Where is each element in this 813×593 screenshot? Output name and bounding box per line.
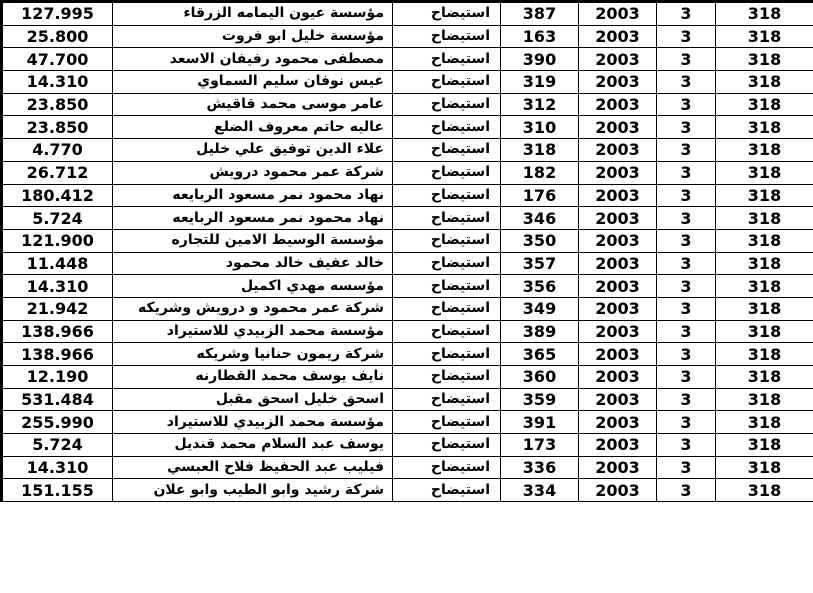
table-row bbox=[3, 161, 813, 184]
year-cell: 2003 bbox=[579, 48, 657, 71]
ref-cell: 318 bbox=[716, 229, 813, 252]
type-cell: استيضاح bbox=[393, 388, 501, 411]
ref-cell: 318 bbox=[716, 161, 813, 184]
code-cell: 3 bbox=[657, 252, 716, 275]
table-row bbox=[3, 275, 813, 298]
name-cell: يوسف عبد السلام محمد قنديل bbox=[113, 434, 393, 457]
number-cell: 163 bbox=[501, 25, 579, 48]
year-cell: 2003 bbox=[579, 116, 657, 139]
year-cell: 2003 bbox=[579, 297, 657, 320]
number-cell: 349 bbox=[501, 297, 579, 320]
table-row bbox=[3, 252, 813, 275]
name-cell: عامر موسى محمد قاقيش bbox=[113, 93, 393, 116]
number-cell: 391 bbox=[501, 411, 579, 434]
number-cell: 365 bbox=[501, 343, 579, 366]
name-cell: شركة رشيد وابو الطيب وابو علان bbox=[113, 479, 393, 502]
name-cell: مؤسسه مهدي اكميل bbox=[113, 275, 393, 298]
amount-cell: 138.966 bbox=[3, 320, 113, 343]
number-cell: 334 bbox=[501, 479, 579, 502]
ref-cell: 318 bbox=[716, 411, 813, 434]
number-cell: 310 bbox=[501, 116, 579, 139]
ref-cell: 318 bbox=[716, 366, 813, 389]
amount-cell: 5.724 bbox=[3, 207, 113, 230]
number-cell: 357 bbox=[501, 252, 579, 275]
year-cell: 2003 bbox=[579, 456, 657, 479]
amount-cell: 531.484 bbox=[3, 388, 113, 411]
number-cell: 387 bbox=[501, 3, 579, 26]
number-cell: 336 bbox=[501, 456, 579, 479]
type-cell: استيضاح bbox=[393, 479, 501, 502]
type-cell: استيضاح bbox=[393, 48, 501, 71]
name-cell: مؤسسة عيون اليمامه الزرقاء bbox=[113, 3, 393, 26]
amount-cell: 4.770 bbox=[3, 139, 113, 162]
table-row bbox=[3, 411, 813, 434]
ref-cell: 318 bbox=[716, 48, 813, 71]
table-body bbox=[3, 3, 813, 502]
name-cell: مصطفى محمود رفيفان الاسعد bbox=[113, 48, 393, 71]
amount-cell: 151.155 bbox=[3, 479, 113, 502]
name-cell: علاء الدين توفيق علي خليل bbox=[113, 139, 393, 162]
type-cell: استيضاح bbox=[393, 275, 501, 298]
type-cell: استيضاح bbox=[393, 116, 501, 139]
table-row bbox=[3, 116, 813, 139]
number-cell: 319 bbox=[501, 71, 579, 94]
name-cell: مؤسسة محمد الزبيدي للاستيراد bbox=[113, 320, 393, 343]
amount-cell: 23.850 bbox=[3, 93, 113, 116]
table-row bbox=[3, 3, 813, 26]
ref-cell: 318 bbox=[716, 116, 813, 139]
table-row bbox=[3, 479, 813, 502]
type-cell: استيضاح bbox=[393, 366, 501, 389]
code-cell: 3 bbox=[657, 3, 716, 26]
name-cell: عاليه حاتم معروف الضلع bbox=[113, 116, 393, 139]
name-cell: شركة ريمون حنانيا وشريكه bbox=[113, 343, 393, 366]
name-cell: نهاد محمود نمر مسعود الربايعه bbox=[113, 207, 393, 230]
amount-cell: 26.712 bbox=[3, 161, 113, 184]
number-cell: 176 bbox=[501, 184, 579, 207]
table-row bbox=[3, 388, 813, 411]
table-row bbox=[3, 25, 813, 48]
ref-cell: 318 bbox=[716, 3, 813, 26]
name-cell: شركة عمر محمود درويش bbox=[113, 161, 393, 184]
year-cell: 2003 bbox=[579, 434, 657, 457]
year-cell: 2003 bbox=[579, 71, 657, 94]
year-cell: 2003 bbox=[579, 93, 657, 116]
type-cell: استيضاح bbox=[393, 320, 501, 343]
code-cell: 3 bbox=[657, 434, 716, 457]
name-cell: شركة عمر محمود و درويش وشريكه bbox=[113, 297, 393, 320]
ref-cell: 318 bbox=[716, 434, 813, 457]
amount-cell: 5.724 bbox=[3, 434, 113, 457]
ref-cell: 318 bbox=[716, 343, 813, 366]
ref-cell: 318 bbox=[716, 93, 813, 116]
name-cell: نهاد محمود نمر مسعود الربايعه bbox=[113, 184, 393, 207]
code-cell: 3 bbox=[657, 25, 716, 48]
code-cell: 3 bbox=[657, 184, 716, 207]
number-cell: 356 bbox=[501, 275, 579, 298]
amount-cell: 121.900 bbox=[3, 229, 113, 252]
year-cell: 2003 bbox=[579, 388, 657, 411]
code-cell: 3 bbox=[657, 48, 716, 71]
name-cell: مؤسسة الوسيط الامين للتجاره bbox=[113, 229, 393, 252]
table-row bbox=[3, 229, 813, 252]
code-cell: 3 bbox=[657, 207, 716, 230]
name-cell: مؤسسة محمد الزبيدي للاستيراد bbox=[113, 411, 393, 434]
code-cell: 3 bbox=[657, 161, 716, 184]
year-cell: 2003 bbox=[579, 343, 657, 366]
amount-cell: 21.942 bbox=[3, 297, 113, 320]
type-cell: استيضاح bbox=[393, 184, 501, 207]
ref-cell: 318 bbox=[716, 71, 813, 94]
number-cell: 173 bbox=[501, 434, 579, 457]
amount-cell: 14.310 bbox=[3, 71, 113, 94]
type-cell: استيضاح bbox=[393, 3, 501, 26]
code-cell: 3 bbox=[657, 388, 716, 411]
table-row bbox=[3, 48, 813, 71]
table-row bbox=[3, 456, 813, 479]
code-cell: 3 bbox=[657, 297, 716, 320]
amount-cell: 25.800 bbox=[3, 25, 113, 48]
table-row bbox=[3, 320, 813, 343]
name-cell: مؤسسة خليل ابو فروت bbox=[113, 25, 393, 48]
name-cell: عيس نوفان سليم السماوي bbox=[113, 71, 393, 94]
type-cell: استيضاح bbox=[393, 297, 501, 320]
year-cell: 2003 bbox=[579, 207, 657, 230]
number-cell: 389 bbox=[501, 320, 579, 343]
name-cell: نايف يوسف محمد القطارنه bbox=[113, 366, 393, 389]
ref-cell: 318 bbox=[716, 252, 813, 275]
code-cell: 3 bbox=[657, 71, 716, 94]
code-cell: 3 bbox=[657, 411, 716, 434]
ref-cell: 318 bbox=[716, 456, 813, 479]
table-row bbox=[3, 434, 813, 457]
ref-cell: 318 bbox=[716, 25, 813, 48]
table-row bbox=[3, 207, 813, 230]
records-table bbox=[2, 2, 813, 502]
year-cell: 2003 bbox=[579, 252, 657, 275]
amount-cell: 12.190 bbox=[3, 366, 113, 389]
type-cell: استيضاح bbox=[393, 71, 501, 94]
ref-cell: 318 bbox=[716, 320, 813, 343]
type-cell: استيضاح bbox=[393, 93, 501, 116]
year-cell: 2003 bbox=[579, 184, 657, 207]
code-cell: 3 bbox=[657, 275, 716, 298]
ref-cell: 318 bbox=[716, 207, 813, 230]
number-cell: 346 bbox=[501, 207, 579, 230]
amount-cell: 255.990 bbox=[3, 411, 113, 434]
table-row bbox=[3, 184, 813, 207]
number-cell: 350 bbox=[501, 229, 579, 252]
number-cell: 312 bbox=[501, 93, 579, 116]
year-cell: 2003 bbox=[579, 3, 657, 26]
code-cell: 3 bbox=[657, 343, 716, 366]
type-cell: استيضاح bbox=[393, 229, 501, 252]
name-cell: خالد عفيف خالد محمود bbox=[113, 252, 393, 275]
type-cell: استيضاح bbox=[393, 411, 501, 434]
ref-cell: 318 bbox=[716, 184, 813, 207]
code-cell: 3 bbox=[657, 366, 716, 389]
number-cell: 318 bbox=[501, 139, 579, 162]
amount-cell: 14.310 bbox=[3, 275, 113, 298]
table-row bbox=[3, 343, 813, 366]
code-cell: 3 bbox=[657, 139, 716, 162]
amount-cell: 138.966 bbox=[3, 343, 113, 366]
type-cell: استيضاح bbox=[393, 161, 501, 184]
year-cell: 2003 bbox=[579, 366, 657, 389]
code-cell: 3 bbox=[657, 456, 716, 479]
year-cell: 2003 bbox=[579, 479, 657, 502]
year-cell: 2003 bbox=[579, 161, 657, 184]
ref-cell: 318 bbox=[716, 388, 813, 411]
number-cell: 182 bbox=[501, 161, 579, 184]
ref-cell: 318 bbox=[716, 479, 813, 502]
code-cell: 3 bbox=[657, 320, 716, 343]
type-cell: استيضاح bbox=[393, 434, 501, 457]
table-row bbox=[3, 139, 813, 162]
code-cell: 3 bbox=[657, 116, 716, 139]
type-cell: استيضاح bbox=[393, 343, 501, 366]
table-row bbox=[3, 366, 813, 389]
amount-cell: 11.448 bbox=[3, 252, 113, 275]
table-row bbox=[3, 297, 813, 320]
table-row bbox=[3, 93, 813, 116]
table-row bbox=[3, 71, 813, 94]
ref-cell: 318 bbox=[716, 275, 813, 298]
year-cell: 2003 bbox=[579, 320, 657, 343]
year-cell: 2003 bbox=[579, 411, 657, 434]
amount-cell: 127.995 bbox=[3, 3, 113, 26]
ref-cell: 318 bbox=[716, 139, 813, 162]
code-cell: 3 bbox=[657, 479, 716, 502]
name-cell: اسحق خليل اسحق مقبل bbox=[113, 388, 393, 411]
amount-cell: 14.310 bbox=[3, 456, 113, 479]
type-cell: استيضاح bbox=[393, 252, 501, 275]
type-cell: استيضاح bbox=[393, 456, 501, 479]
number-cell: 359 bbox=[501, 388, 579, 411]
type-cell: استيضاح bbox=[393, 139, 501, 162]
number-cell: 390 bbox=[501, 48, 579, 71]
name-cell: فيليب عبد الحفيظ فلاح العبسي bbox=[113, 456, 393, 479]
type-cell: استيضاح bbox=[393, 207, 501, 230]
type-cell: استيضاح bbox=[393, 25, 501, 48]
ref-cell: 318 bbox=[716, 297, 813, 320]
year-cell: 2003 bbox=[579, 275, 657, 298]
number-cell: 360 bbox=[501, 366, 579, 389]
code-cell: 3 bbox=[657, 93, 716, 116]
year-cell: 2003 bbox=[579, 229, 657, 252]
amount-cell: 23.850 bbox=[3, 116, 113, 139]
amount-cell: 47.700 bbox=[3, 48, 113, 71]
code-cell: 3 bbox=[657, 229, 716, 252]
amount-cell: 180.412 bbox=[3, 184, 113, 207]
year-cell: 2003 bbox=[579, 139, 657, 162]
year-cell: 2003 bbox=[579, 25, 657, 48]
